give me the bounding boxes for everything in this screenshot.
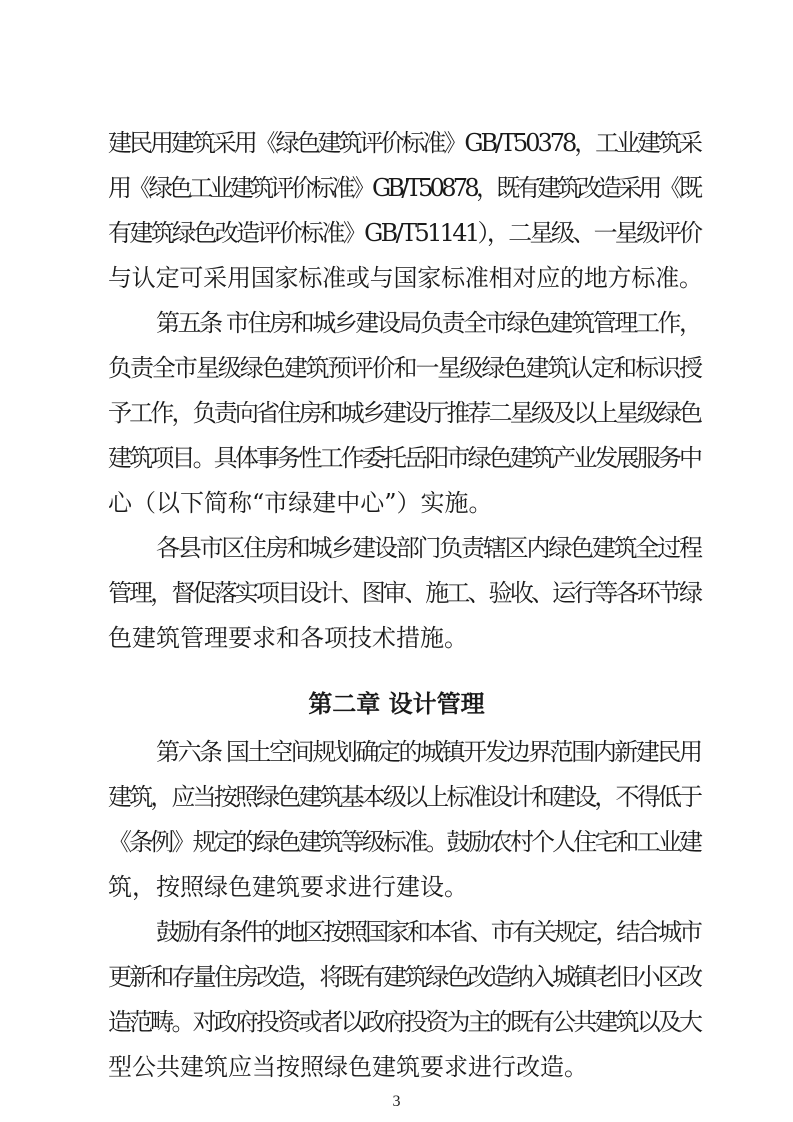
paragraph-1-line-1: 建民用建筑采用《绿色建筑评价标准》GB/T50378，工业建筑采 [108,129,700,157]
article-5-line-4: 建筑项目。具体事务性工作委托岳阳市绿色建筑产业发展服务中 [108,444,701,472]
paragraph-3-line-3: 色建筑管理要求和各项技术措施。 [108,624,468,652]
article-6-line-1: 第六条 国土空间规划确定的城镇开发边界范围内新建民用 [156,738,701,766]
article-5-line-1: 第五条 市住房和城乡建设局负责全市绿色建筑管理工作， [156,309,701,337]
paragraph-5-line-4: 型公共建筑应当按照绿色建筑要求进行改造。 [108,1053,588,1081]
article-5-line-5: 心（以下简称“市绿建中心”）实施。 [108,489,493,517]
paragraph-1-line-4: 与认定可采用国家标准或与国家标准相对应的地方标准。 [108,264,703,292]
chapter-heading: 第二章 设计管理 [308,690,485,718]
article-6-line-2: 建筑，应当按照绿色建筑基本级以上标准设计和建设，不得低于 [108,783,701,811]
paragraph-5-line-3: 造范畴。对政府投资或者以政府投资为主的既有公共建筑以及大 [108,1008,701,1036]
article-6-line-4: 筑，按照绿色建筑要求进行建设。 [108,873,468,901]
paragraph-5-line-2: 更新和存量住房改造，将既有建筑绿色改造纳入城镇老旧小区改 [108,963,701,991]
paragraph-3-line-2: 管理，督促落实项目设计、图审、施工、验收、运行等各环节绿 [108,579,701,607]
page-number: 3 [392,1093,401,1110]
article-6-line-3: 《条例》规定的绿色建筑等级标准。鼓励农村个人住宅和工业建 [108,828,701,856]
paragraph-3-line-1: 各县市区住房和城乡建设部门负责辖区内绿色建筑全过程 [156,534,701,562]
paragraph-5-line-1: 鼓励有条件的地区按照国家和本省、市有关规定，结合城市 [156,918,700,946]
paragraph-1-line-3: 有建筑绿色改造评价标准》GB/T51141），二星级、一星级评价 [108,219,701,247]
article-5-line-3: 予工作，负责向省住房和城乡建设厅推荐二星级及以上星级绿色 [108,399,701,427]
paragraph-1-line-2: 用《绿色工业建筑评价标准》GB/T50878，既有建筑改造采用《既 [108,174,700,202]
article-5-line-2: 负责全市星级绿色建筑预评价和一星级绿色建筑认定和标识授 [108,354,701,382]
